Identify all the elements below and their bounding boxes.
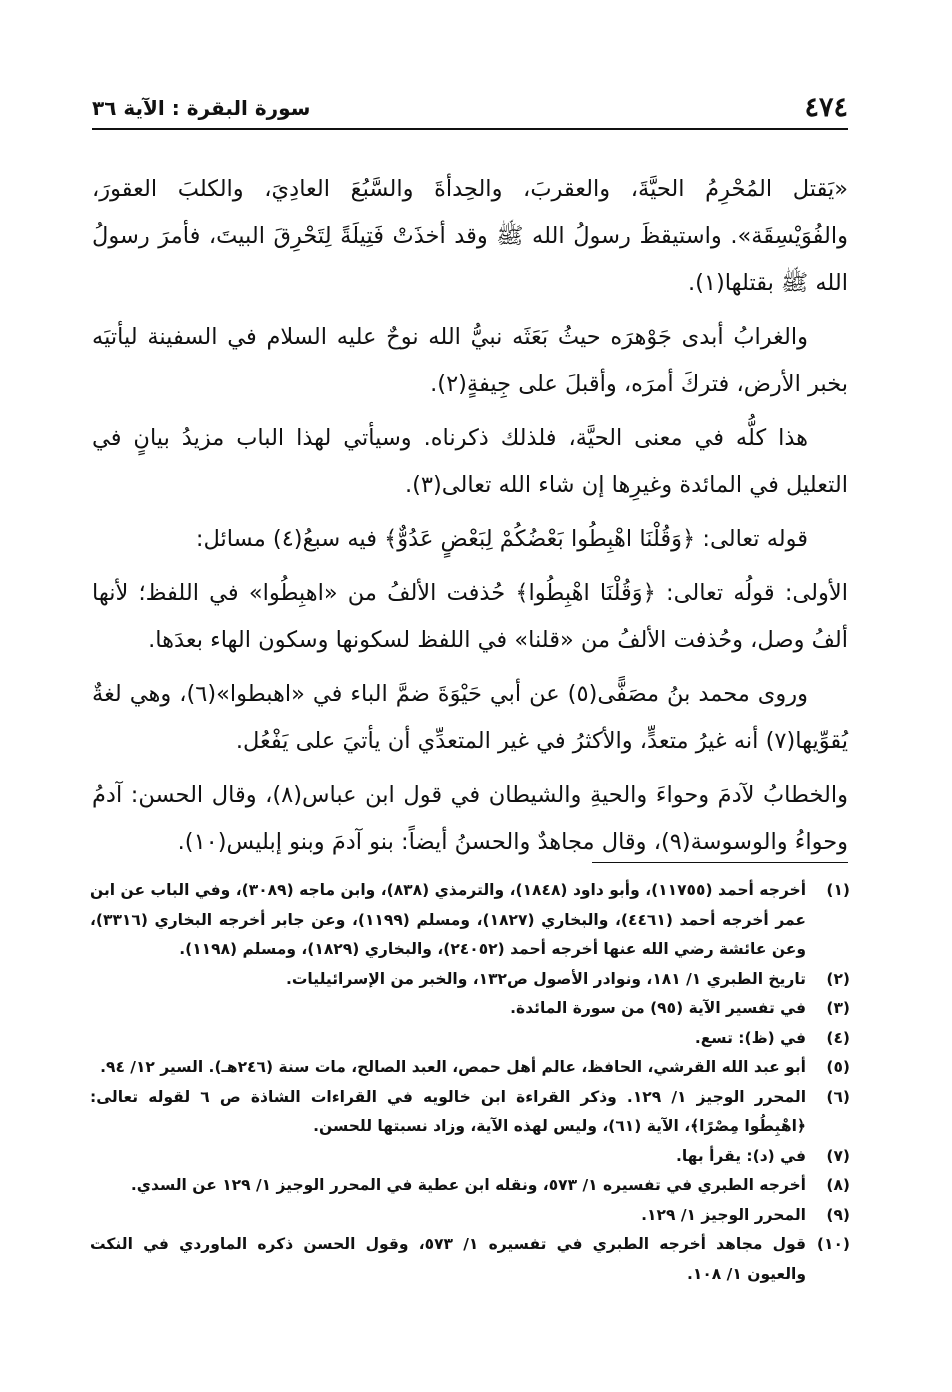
footnote-number: (٩) bbox=[826, 1205, 850, 1224]
footnote bbox=[90, 994, 850, 1024]
footnote-text: أخرجه أحمد (١١٧٥٥)، وأبو داود (١٨٤٨)، والترمذي (٨٣٨)، وابن ماجه (٣٠٨٩)، وفي الباب عن ابن عمر أخرجه أحمد (٤٤٦١)، والبخاري (١٨٢٧)، ومسلم (١١٩٩)، وعن جابر أخرجه البخاري (٣٣١٦)، وعن عائشة رضي الله عنها أخرجه أحمد (٢٤٠٥٢)، والبخاري (١٨٢٩)، ومسلم (١١٩٨). bbox=[90, 881, 807, 958]
paragraph: والغرابُ أبدى جَوْهرَه حيثُ بَعَثَه نبيُّ الله نوحٌ عليه السلام في السفينة ليأتيَه بخبر الأرض، فتركَ أمرَه، وأقبلَ على جِيفةٍ(٢). bbox=[92, 324, 848, 397]
footnote bbox=[90, 1024, 850, 1054]
footnote-text: المحرر الوجيز ١/ ١٢٩. وذكر القراءة ابن خالويه في القراءات الشاذة ص ٦ لقوله تعالى: ﴿اهْبِطُوا مِصْرًا﴾، الآية (٦١)، وليس لهذه الآية، وزاد نسبتها للحسن. bbox=[90, 1087, 807, 1135]
running-title: سورة البقرة : الآية ٣٦ bbox=[92, 96, 311, 120]
footnote-number: (١) bbox=[826, 881, 850, 899]
page-number: ٤٧٤ bbox=[804, 92, 848, 123]
paragraph: وروى محمد بنُ مصَفًّى(٥) عن أبي حَيْوَةَ ضمَّ الباء في «اهبطوا»(٦)، وهي لغةٌ يُقوِّيها(٧) أنه غيرُ متعدٍّ، والأكثرُ في غير المتعدِّي أن يأتيَ على يَفْعُل. bbox=[92, 681, 848, 754]
footnote bbox=[90, 1053, 850, 1083]
footnote-number: (١٠) bbox=[816, 1235, 850, 1253]
footnote-text: في تفسير الآية (٩٥) من سورة المائدة. bbox=[510, 999, 806, 1017]
footnote bbox=[90, 1201, 850, 1231]
footnote-number: (٣) bbox=[826, 999, 850, 1017]
footnote bbox=[90, 876, 850, 965]
footnote bbox=[90, 1142, 850, 1172]
footnote-number: (٨) bbox=[826, 1176, 850, 1194]
footnote-text: أخرجه الطبري في تفسيره ١/ ٥٧٣، ونقله ابن عطية في المحرر الوجيز ١/ ١٢٩ عن السدي. bbox=[130, 1176, 806, 1194]
footnote-number: (٧) bbox=[826, 1146, 850, 1165]
footnote-text: أبو عبد الله القرشي، الحافظ، عالم أهل حمص، العبد الصالح، مات سنة (٢٤٦هـ). السير ١٢/ ٩٤. bbox=[100, 1058, 806, 1076]
paragraph: هذا كلُّه في معنى الحيَّة، فلذلك ذكرناه. وسيأتي لهذا الباب مزيدُ بيانٍ في التعليل في المائدة وغيرِها إن شاء الله تعالى(٣). bbox=[92, 425, 848, 498]
footnote-divider bbox=[592, 862, 848, 863]
footnote-text: في (ظ): تسع. bbox=[694, 1028, 806, 1047]
footnote-text: قول مجاهد أخرجه الطبري في تفسيره ١/ ٥٧٣، وقول الحسن ذكره الماوردي في النكت والعيون ١/ ١٠٨. bbox=[90, 1235, 806, 1283]
footnote bbox=[90, 1171, 850, 1201]
footnote bbox=[90, 1230, 850, 1289]
paragraph: والخطابُ لآدمَ وحواءَ والحيةِ والشيطان في قول ابن عباس(٨)، وقال الحسن: آدمُ وحواءُ والوسوسة(٩)، وقال مجاهدٌ والحسنُ أيضاً: بنو آدمَ وبنو إبليس(١٠). bbox=[92, 782, 848, 855]
page-header bbox=[92, 92, 848, 130]
footnote-number: (٦) bbox=[826, 1087, 850, 1106]
footnote bbox=[90, 1083, 850, 1142]
footnote bbox=[90, 965, 850, 995]
footnote-number: (٥) bbox=[826, 1058, 850, 1076]
footnotes bbox=[90, 876, 850, 1289]
footnote-number: (٤) bbox=[826, 1028, 850, 1047]
footnote-text: المحرر الوجيز ١/ ١٢٩. bbox=[641, 1205, 806, 1224]
paragraph: قوله تعالى: ﴿وَقُلْنَا اهْبِطُوا بَعْضُكُمْ لِبَعْضٍ عَدُوٌّ﴾ فيه سبعُ(٤) مسائل: bbox=[195, 526, 808, 552]
footnote-text: في (د): يقرأ بها. bbox=[675, 1146, 806, 1165]
footnote-text: تاريخ الطبري ١/ ١٨١، ونوادر الأصول ص١٣٢، والخبر من الإسرائيليات. bbox=[285, 969, 806, 988]
paragraph: «يَقتل المُحْرِمُ الحيَّةَ، والعقربَ، والحِدأةَ والسَّبُعَ العادِيَ، والكلبَ العقورَ، والفُوَيْسِقَة». واستيقظَ رسولُ الله ﷺ وقد أخذَتْ فَتِيلَةً لِتَحْرِقَ البيتَ، فأمرَ رسولُ الله ﷺ بقتلها(١). bbox=[92, 176, 848, 296]
main-text bbox=[92, 166, 848, 873]
footnote-number: (٢) bbox=[826, 969, 850, 988]
paragraph-issue-one: الأولى: قولُه تعالى: ﴿وَقُلْنَا اهْبِطُوا﴾ حُذفت الألفُ من «اهبِطُوا» في اللفظ؛ لأنها ألفُ وصل، وحُذفت الألفُ من «قلنا» في اللفظ لسكونها وسكون الهاء بعدَها. bbox=[92, 580, 848, 653]
